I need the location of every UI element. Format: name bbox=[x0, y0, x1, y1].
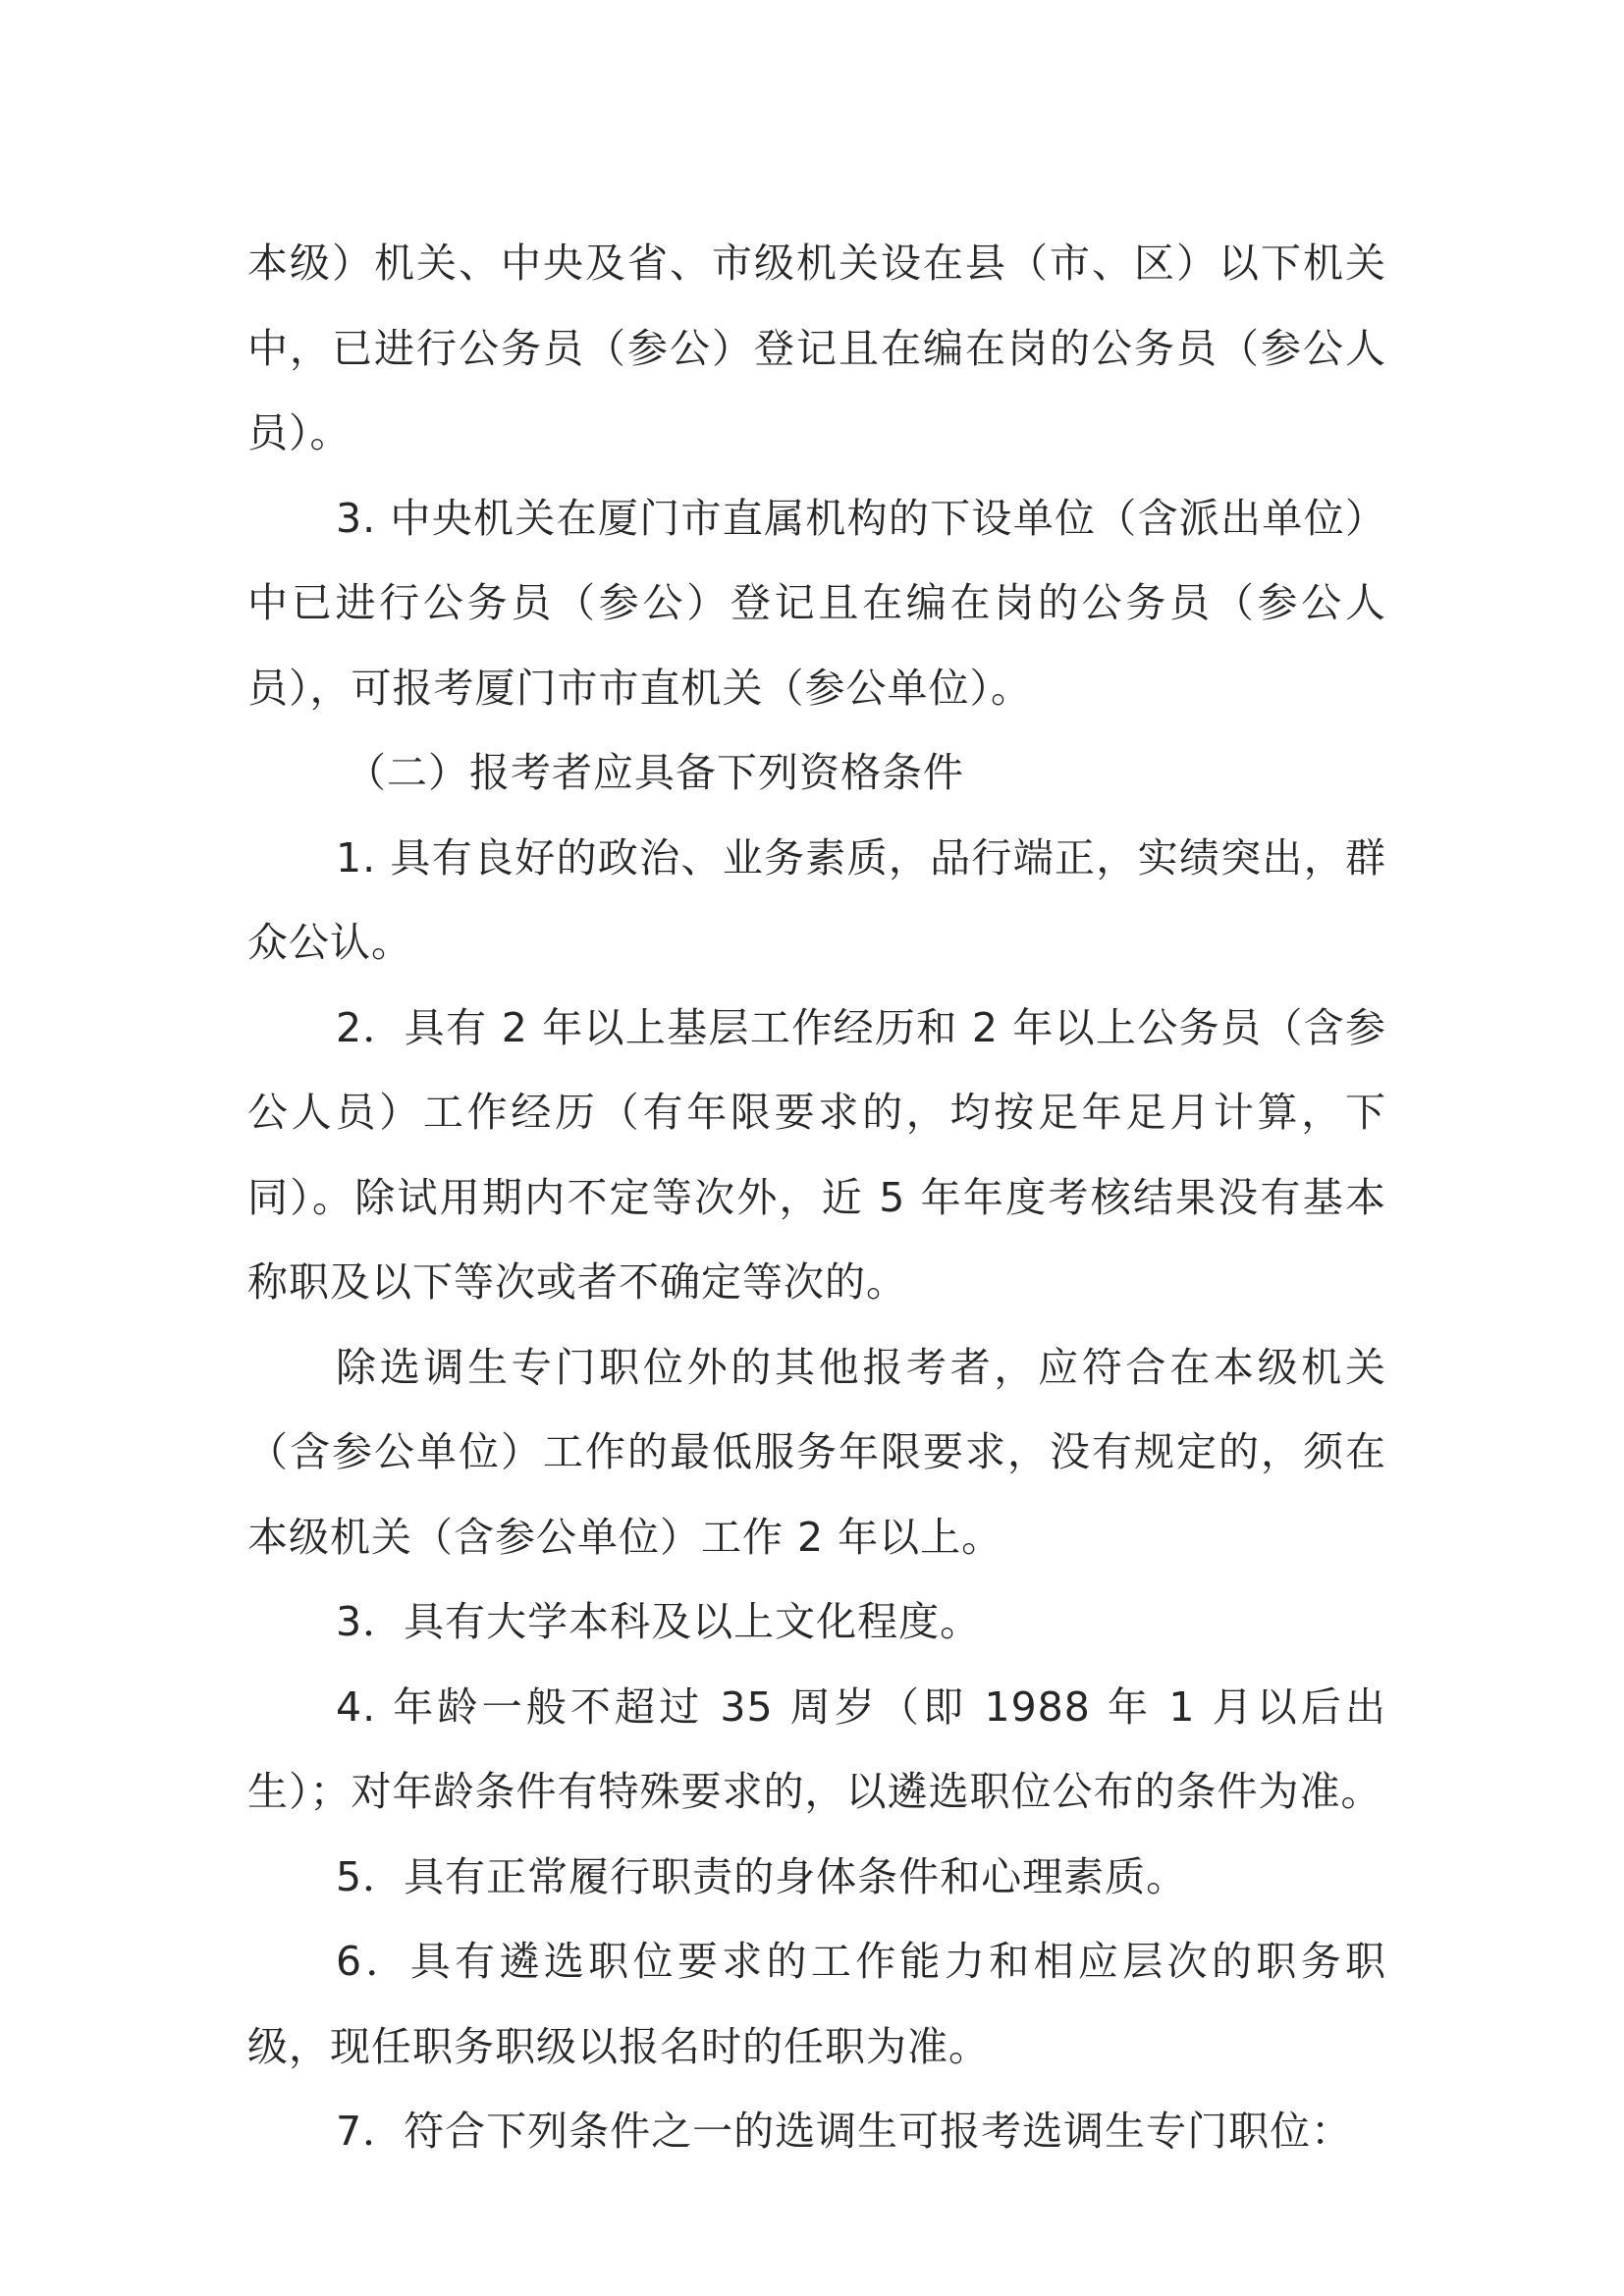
paragraph-condition-3: 3．具有大学本科及以上文化程度。 bbox=[336, 1598, 982, 1645]
paragraph-service-years: 除选调生专门职位外的其他报考者，应符合在本级机关（含参公单位）工作的最低服务年限要求，没有规定的，须在本级机关（含参公单位）工作 2 年以上。 bbox=[247, 1343, 1386, 1561]
paragraph-condition-2: 2．具有 2 年以上基层工作经历和 2 年以上公务员（含参公人员）工作经历（有年限要求的，均按足年足月计算，下同）。除试用期内不定等次外，近 5 年年度考核结果没有基本称职及以下等次或者不确定等次的。 bbox=[247, 1003, 1386, 1306]
paragraph-item-3-central-agencies: 3. 中央机关在厦门市直属机构的下设单位（含派出单位）中已进行公务员（参公）登记且在编在岗的公务员（参公人员），可报考厦门市市直机关（参公单位）。 bbox=[247, 494, 1386, 712]
paragraph-condition-1: 1. 具有良好的政治、业务素质，品行端正，实绩突出，群众公认。 bbox=[247, 833, 1386, 966]
section-heading-qualifications: （二）报考者应具备下列资格条件 bbox=[346, 749, 964, 796]
paragraph-condition-6: 6．具有遴选职位要求的工作能力和相应层次的职务职级，现任职务职级以报名时的任职为准。 bbox=[247, 1938, 1386, 2070]
paragraph-condition-4: 4. 年龄一般不超过 35 周岁（即 1988 年 1 月以后出生）；对年龄条件有特殊要求的，以遴选职位公布的条件为准。 bbox=[247, 1682, 1386, 1815]
paragraph-condition-5: 5．具有正常履行职责的身体条件和心理素质。 bbox=[336, 1852, 1188, 1900]
document-body bbox=[247, 221, 1386, 2174]
paragraph-continuation: 本级）机关、中央及省、市级机关设在县（市、区）以下机关中，已进行公务员（参公）登记且在编在岗的公务员（参公人员）。 bbox=[247, 240, 1386, 456]
paragraph-condition-7: 7．符合下列条件之一的选调生可报考选调生专门职位： bbox=[336, 2108, 1353, 2155]
